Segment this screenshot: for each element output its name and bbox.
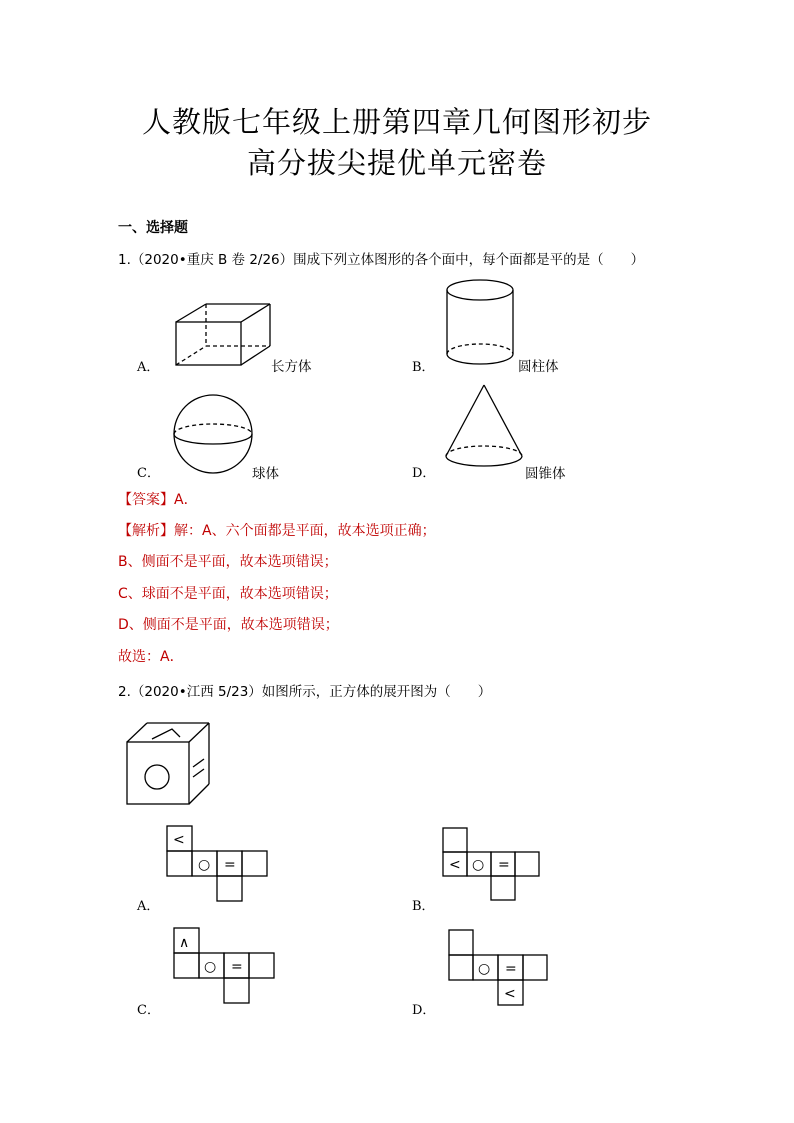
q1-analysis-line2: B、侧面不是平面，故本选项错误；: [118, 554, 338, 570]
net-a-symbol-1: <: [173, 832, 185, 848]
section-heading: 一、选择题: [118, 220, 188, 236]
q1-option-b-name: 圆柱体: [518, 359, 559, 375]
q1-option-c-label: C．: [137, 466, 160, 481]
net-c-figure: [174, 928, 278, 1006]
page-title-line1: 人教版七年级上册第四章几何图形初步: [141, 105, 652, 139]
sphere-figure: [173, 394, 257, 478]
net-b-figure: [443, 828, 543, 904]
question2-stem: 2.（2020•江西 5/23）如图所示，正方体的展开图为（ ）: [118, 684, 492, 700]
q2-option-a-label: A．: [137, 899, 160, 914]
q1-option-d-name: 圆锥体: [525, 466, 566, 482]
net-d-figure: [449, 930, 551, 1008]
net-b-symbol-2: ○: [472, 857, 485, 873]
q1-option-b-label: B．: [412, 360, 435, 375]
q1-analysis-line4: D、侧面不是平面，故本选项错误；: [118, 617, 339, 633]
q1-option-a-label: A．: [137, 360, 160, 375]
question1-stem: 1.（2020•重庆 B 卷 2/26）围成下列立体图形的各个面中，每个面都是平的是（ ）: [118, 252, 645, 268]
net-a-symbol-2: ○: [198, 857, 211, 873]
q1-answer: 【答案】A．: [118, 492, 198, 508]
q2-option-c-label: C．: [137, 1003, 160, 1018]
net-c-symbol-2: ○: [204, 959, 217, 975]
cube-figure: [126, 722, 211, 806]
cuboid-figure: [176, 303, 271, 367]
cylinder-figure: [446, 279, 516, 369]
net-c-symbol-1: ∧: [179, 935, 190, 951]
page-title-line2: 高分拔尖提优单元密卷: [246, 146, 547, 180]
q1-analysis-line5: 故选：A．: [118, 649, 184, 665]
net-b-symbol-3: =: [498, 857, 510, 873]
q2-option-b-label: B．: [412, 899, 435, 914]
net-d-symbol-1: ○: [478, 961, 491, 977]
q1-analysis-line3: C、球面不是平面，故本选项错误；: [118, 586, 338, 602]
q1-option-c-name: 球体: [252, 466, 279, 482]
cone-figure: [445, 384, 525, 470]
q1-option-a-name: 长方体: [271, 359, 312, 375]
net-d-symbol-3: <: [504, 986, 516, 1002]
net-b-symbol-1: <: [449, 857, 461, 873]
net-d-symbol-2: =: [505, 961, 517, 977]
q1-analysis-line1: 【解析】解：A、六个面都是平面，故本选项正确；: [118, 523, 436, 539]
net-a-symbol-3: =: [224, 857, 236, 873]
q2-option-d-label: D．: [412, 1003, 436, 1018]
net-a-figure: [167, 826, 271, 902]
net-c-symbol-3: =: [231, 959, 243, 975]
q1-option-d-label: D．: [412, 466, 436, 481]
